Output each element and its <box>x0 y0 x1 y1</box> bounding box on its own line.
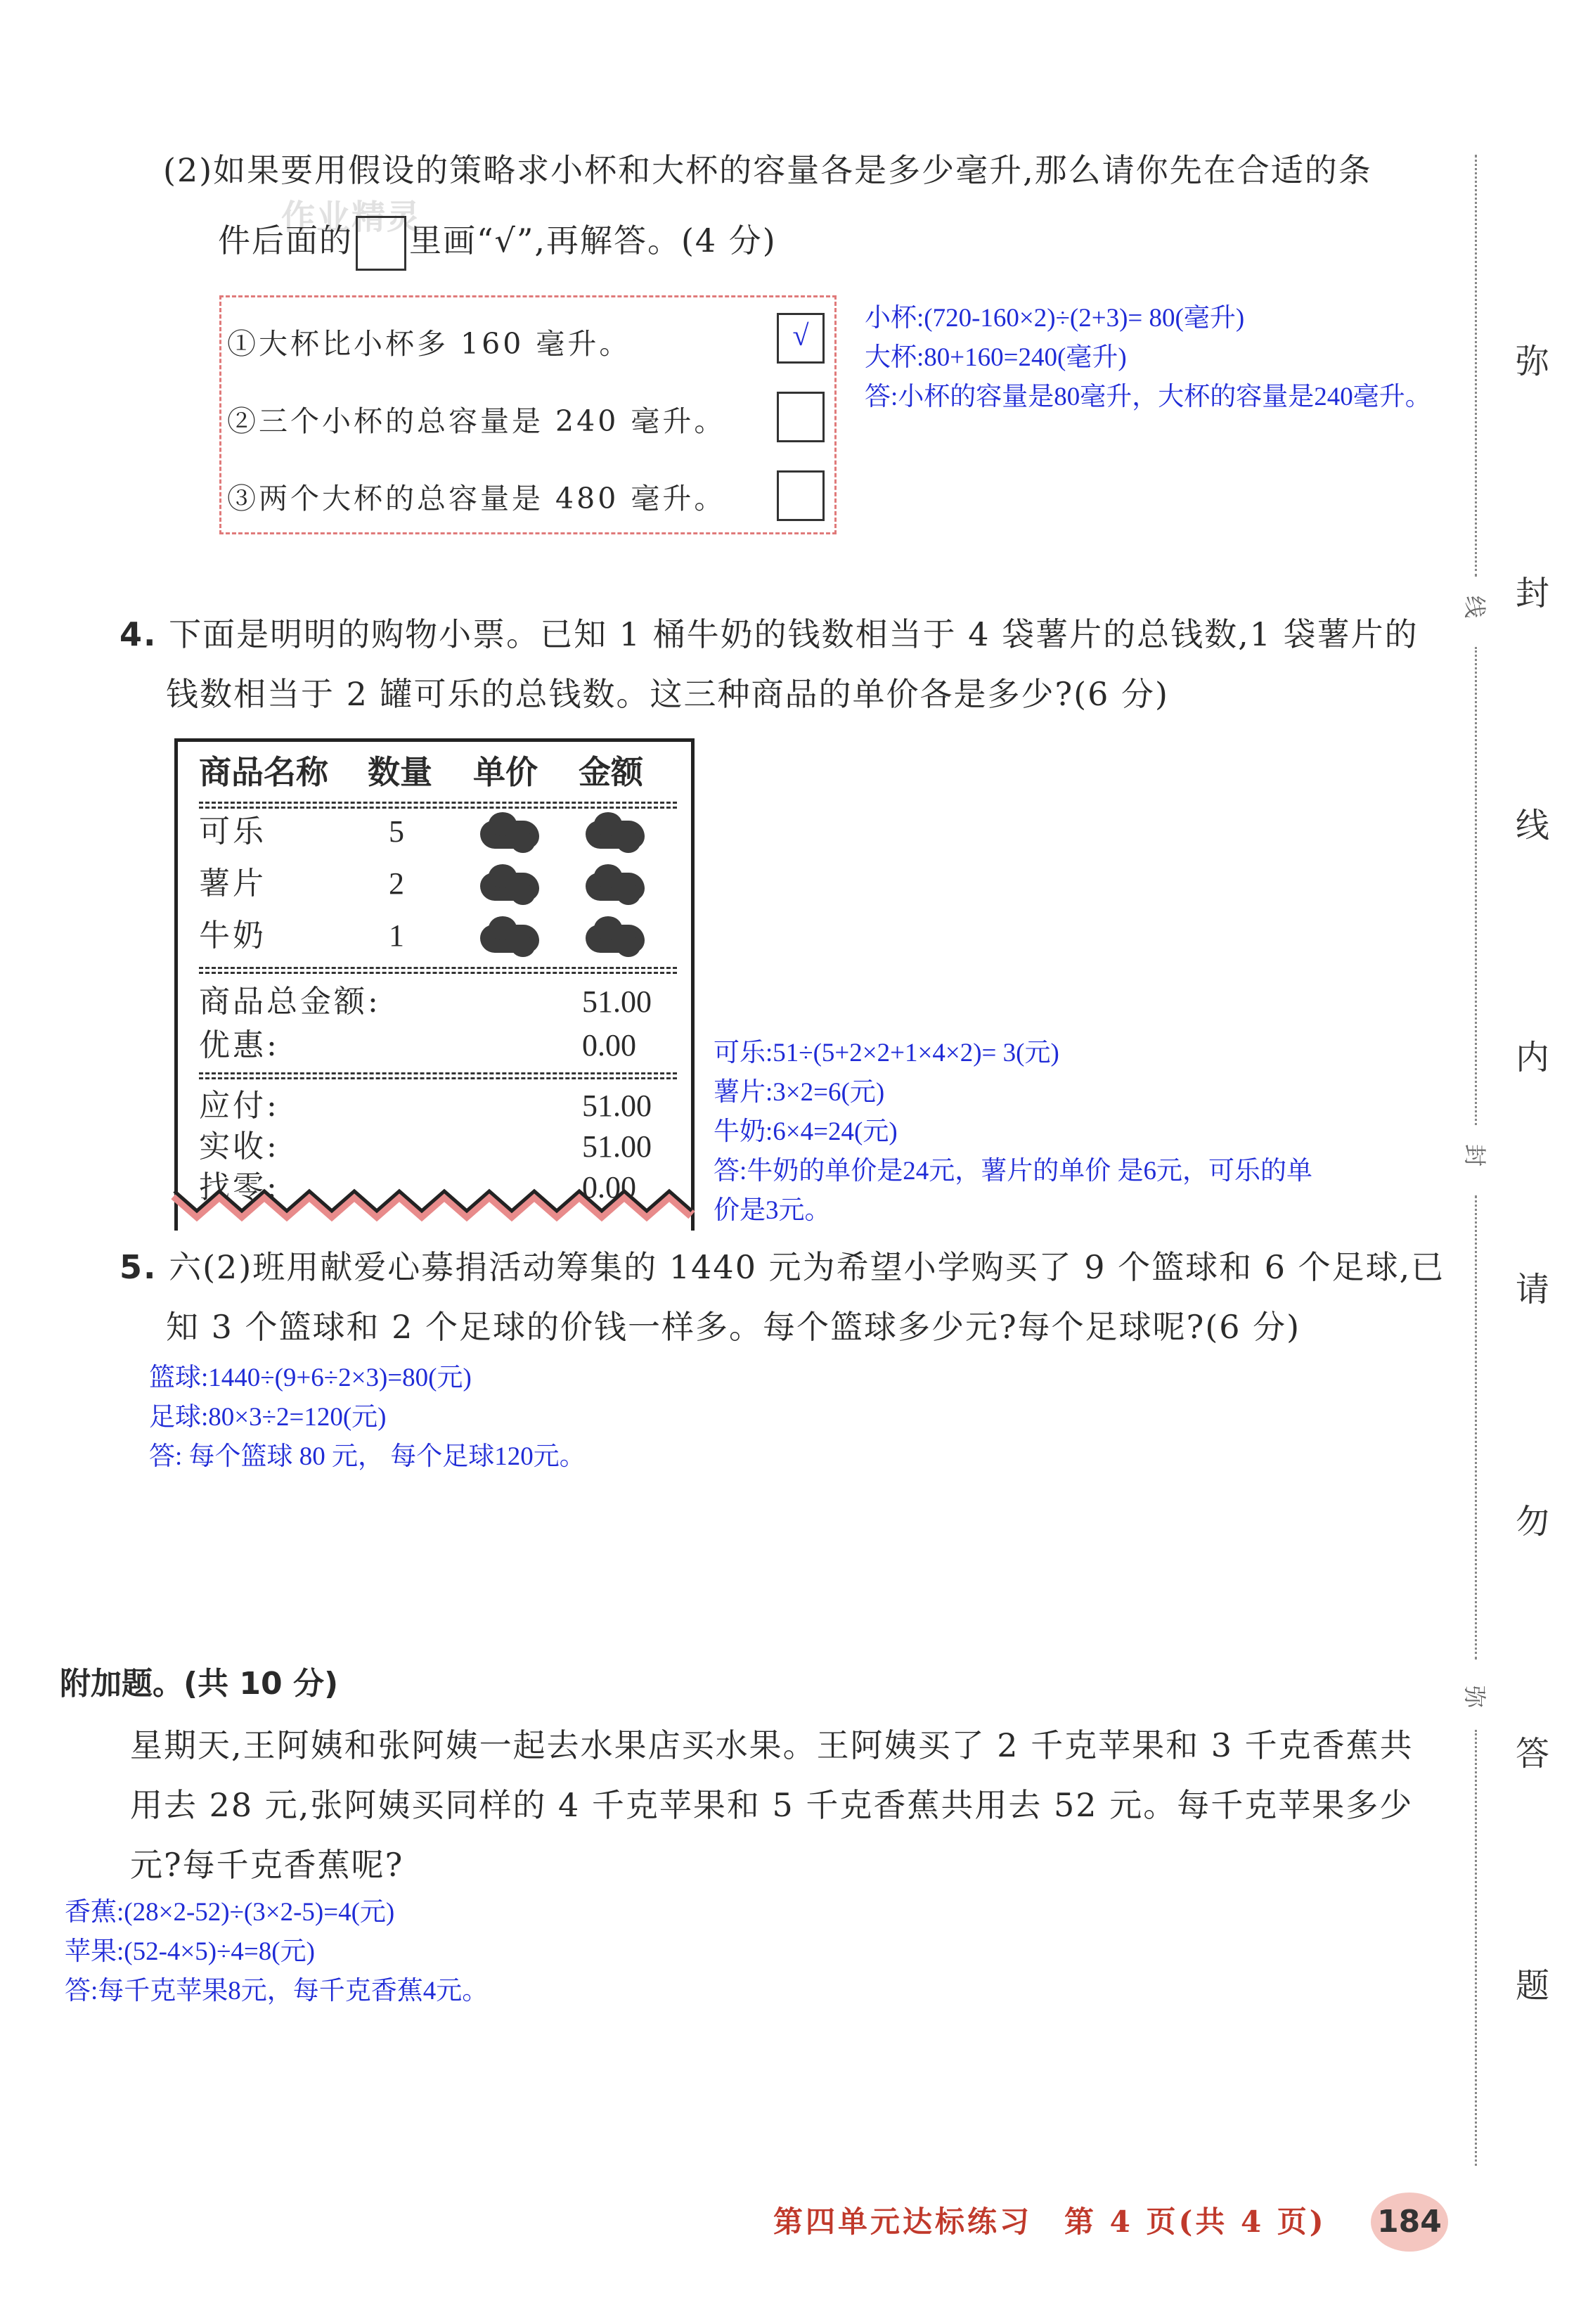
receipt-header-name: 商品名称 <box>199 753 328 791</box>
receipt-divider <box>199 802 677 809</box>
option-3: ③两个大杯的总容量是 480 毫升。 <box>227 482 726 515</box>
answer-line: 答:每千克苹果8元，每千克香蕉4元。 <box>65 1977 489 2005</box>
options-box <box>219 295 837 534</box>
amount-smudge-icon <box>586 873 645 901</box>
receipt-item-qty: 1 <box>389 918 404 953</box>
receipt-divider <box>199 1072 677 1079</box>
receipt-total-label: 商品总金额: <box>199 984 381 1020</box>
answer-line: 薯片:3×2=6(元) <box>714 1078 885 1107</box>
seal-line-label: 封 <box>1461 1143 1488 1167</box>
example-checkbox <box>356 216 406 271</box>
q3-2-line2-before: 件后面的 <box>218 222 353 259</box>
option-2-checkbox[interactable] <box>777 392 825 442</box>
q4-line2: 钱数相当于 2 罐可乐的总钱数。这三种商品的单价各是多少?(6 分) <box>166 675 1169 713</box>
q4-answer <box>714 1034 1312 1231</box>
receipt-header-amount: 金额 <box>579 753 643 791</box>
seal-line <box>1475 1195 1477 1659</box>
answer-line: 篮球:1440÷(9+6÷2×3)=80(元) <box>149 1363 472 1392</box>
answer-line: 小杯:(720-160×2)÷(2+3)= 80(毫升) <box>865 304 1245 333</box>
sidebar-char: 线 <box>1515 806 1549 845</box>
receipt-payable-value: 51.00 <box>582 1089 652 1123</box>
receipt-item-name: 薯片 <box>199 866 266 901</box>
receipt-received-label: 实收: <box>199 1129 280 1164</box>
option-1-checkbox[interactable] <box>777 313 825 364</box>
seal-line <box>1475 1730 1477 2166</box>
q3-2-line2-after: 里画“√”,再解答。(4 分) <box>409 222 777 259</box>
receipt-item-name: 牛奶 <box>199 918 266 954</box>
seal-line-label: 线 <box>1461 595 1488 618</box>
receipt-header-qty: 数量 <box>368 753 432 791</box>
receipt-torn-edge <box>166 1188 703 1231</box>
receipt-discount-value: 0.00 <box>582 1028 636 1063</box>
bonus-line3: 元?每千克香蕉呢? <box>130 1846 404 1884</box>
sidebar-char: 答 <box>1515 1734 1549 1773</box>
receipt-change-value: 0.00 <box>582 1170 636 1205</box>
seal-line-label: 弥 <box>1461 1685 1488 1708</box>
q3-2-line1: (2)如果要用假设的策略求小杯和大杯的容量各是多少毫升,那么请你先在合适的条 <box>163 151 1372 189</box>
price-smudge-icon <box>480 873 539 901</box>
sidebar-char: 封 <box>1515 574 1549 613</box>
receipt-payable-label: 应付: <box>199 1088 280 1124</box>
answer-line: 大杯:80+160=240(毫升) <box>865 343 1127 372</box>
q4-number: 4. <box>120 615 157 653</box>
option-3-checkbox[interactable] <box>777 470 825 521</box>
receipt-divider <box>199 967 677 974</box>
receipt-item-qty: 5 <box>389 814 404 849</box>
receipt-change-label: 找零: <box>199 1169 280 1205</box>
receipt-total-value: 51.00 <box>582 984 652 1019</box>
seal-line <box>1475 647 1477 1125</box>
sidebar-char: 内 <box>1515 1038 1549 1077</box>
answer-line: 足球:80×3÷2=120(元) <box>149 1403 387 1432</box>
receipt-received-value: 51.00 <box>582 1129 652 1164</box>
receipt-item-qty: 2 <box>389 866 404 901</box>
seal-line <box>1475 155 1477 577</box>
answer-line: 答:牛奶的单价是24元，薯片的单价 是6元，可乐的单 <box>714 1157 1313 1186</box>
receipt <box>174 738 695 1231</box>
q4-line1: 4. 下面是明明的购物小票。已知 1 桶牛奶的钱数相当于 4 袋薯片的总钱数,1 袋薯片的 <box>120 615 1419 653</box>
sidebar-char: 请 <box>1515 1270 1549 1309</box>
sidebar-char: 题 <box>1515 1966 1549 2005</box>
amount-smudge-icon <box>586 925 645 953</box>
watermark: 作业精灵 <box>281 198 422 237</box>
q5-answer <box>149 1359 586 1477</box>
answer-line: 答:小杯的容量是80毫升，大杯的容量是240毫升。 <box>865 383 1431 411</box>
amount-smudge-icon <box>586 821 645 849</box>
q5-line2: 知 3 个篮球和 2 个足球的价钱一样多。每个篮球多少元?每个足球呢?(6 分) <box>166 1308 1301 1346</box>
option-1: ①大杯比小杯多 160 毫升。 <box>227 327 631 361</box>
sidebar-char: 弥 <box>1515 342 1549 381</box>
receipt-item-name: 可乐 <box>199 814 266 849</box>
bonus-line1: 星期天,王阿姨和张阿姨一起去水果店买水果。王阿姨买了 2 千克苹果和 3 千克香蕉共 <box>130 1726 1414 1764</box>
q3-2-answer <box>865 299 1431 417</box>
footer-title: 第四单元达标练习 第 4 页(共 4 页) <box>773 2204 1326 2239</box>
option-2: ②三个小杯的总容量是 240 毫升。 <box>227 404 726 438</box>
receipt-header-price: 单价 <box>473 753 538 791</box>
bonus-answer <box>65 1893 488 2011</box>
answer-line: 可乐:51÷(5+2×2+1×4×2)= 3(元) <box>714 1039 1059 1067</box>
answer-line: 香蕉:(28×2-52)÷(3×2-5)=4(元) <box>65 1898 395 1927</box>
bonus-line2: 用去 28 元,张阿姨买同样的 4 千克苹果和 5 千克香蕉共用去 52 元。每千克苹果多少 <box>130 1786 1414 1824</box>
price-smudge-icon <box>480 821 539 849</box>
check-mark: √ <box>792 320 809 352</box>
q5-line1: 5. 六(2)班用献爱心募捐活动筹集的 1440 元为希望小学购买了 9 个篮球和 6 个足球,已 <box>120 1248 1445 1286</box>
page-number: 184 <box>1371 2193 1448 2252</box>
answer-line: 价是3元。 <box>714 1196 831 1225</box>
price-smudge-icon <box>480 925 539 953</box>
q3-2-line2 <box>218 211 777 271</box>
answer-line: 答: 每个篮球 80 元， 每个足球120元。 <box>149 1442 586 1471</box>
sidebar-char: 勿 <box>1515 1502 1549 1541</box>
receipt-discount-label: 优惠: <box>199 1027 280 1063</box>
answer-line: 牛奶:6×4=24(元) <box>714 1117 898 1146</box>
q5-number: 5. <box>120 1248 157 1286</box>
answer-line: 苹果:(52-4×5)÷4=8(元) <box>65 1937 315 1966</box>
bonus-title: 附加题。(共 10 分) <box>60 1666 339 1702</box>
